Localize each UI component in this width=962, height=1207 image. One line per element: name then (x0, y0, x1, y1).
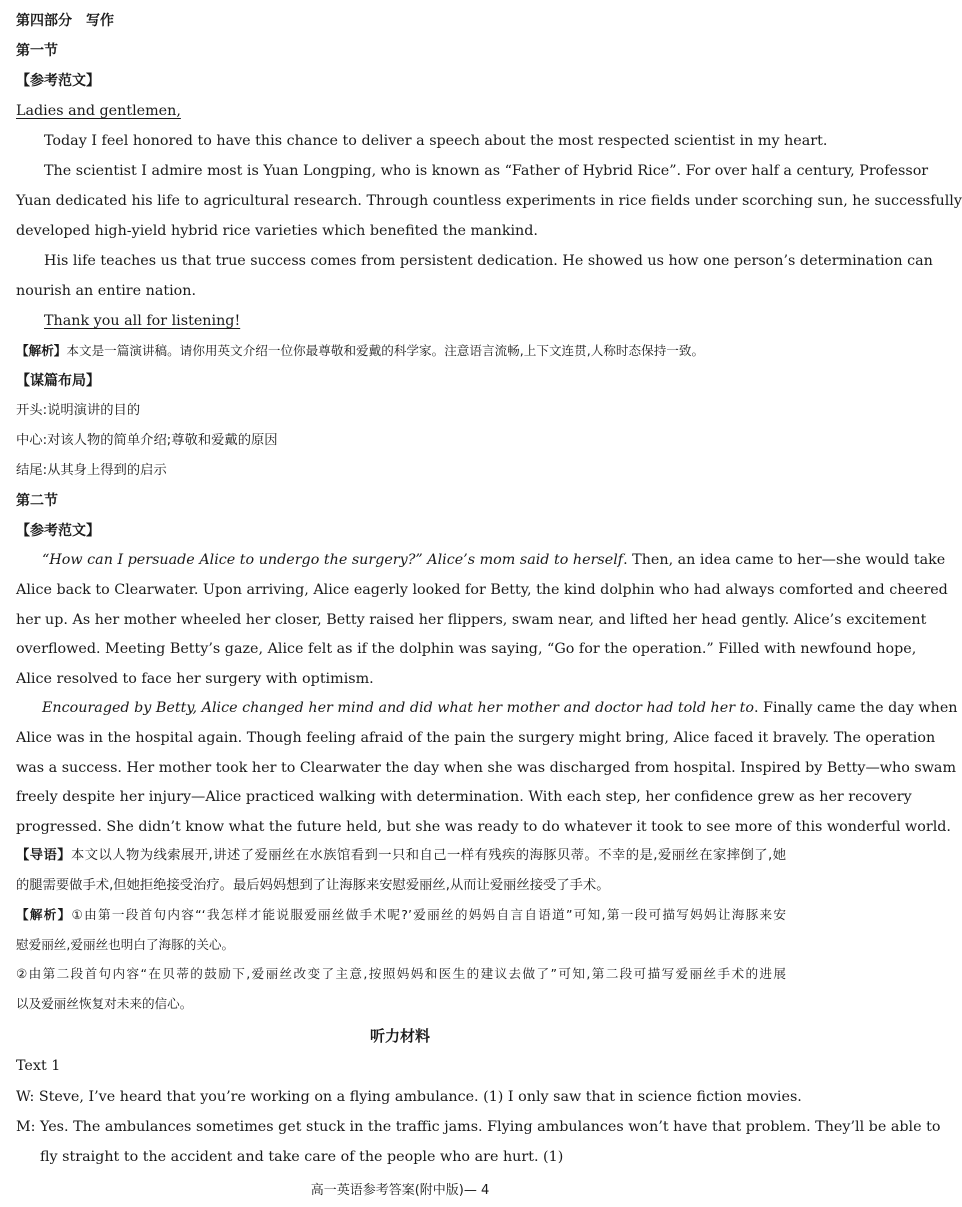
speech-paragraph-2-line: The scientist I admire most is Yuan Longping, who is known as “Father of Hybrid Rice”. For over half a century, Professor (44, 163, 929, 179)
dialogue-line (16, 1117, 941, 1137)
layout-item: 开头:说明演讲的目的 (16, 403, 141, 418)
speech-greeting: Ladies and gentlemen, (16, 103, 181, 119)
story-p1-italic-lead: “How can I persuade Alice to undergo the surgery?” Alice’s mom said to herself (42, 552, 624, 568)
analysis-text: 本文是一篇演讲稿。请你用英文介绍一位你最尊敬和爱戴的科学家。注意语言流畅,上下文连贯,人称时态保持一致。 (66, 343, 705, 358)
guide-line (16, 846, 786, 866)
story-paragraph-1-line: Alice resolved to face her surgery with optimism. (16, 671, 374, 687)
story-paragraph-2-line: freely despite her injury—Alice practiced walking with determination. With each step, her confidence grew as her recovery (16, 789, 912, 805)
guide-line: 的腿需要做手术,但她拒绝接受治疗。最后妈妈想到了让海豚来安慰爱丽丝,从而让爱丽丝接受了手术。 (16, 878, 610, 893)
section-1-heading: 第一节 (16, 43, 58, 59)
story-paragraph-2-line: progressed. She didn’t know what the future held, but she was ready to do whatever it took to see more of this wonderful world. (16, 819, 951, 835)
guide-text: 本文以人物为线索展开,讲述了爱丽丝在水族馆看到一只和自己一样有残疾的海豚贝蒂。不幸的是,爱丽丝在家摔倒了,她 (71, 848, 786, 863)
story-p2-lead-rest: . Finally came the day when (753, 700, 958, 716)
story-paragraph-2-line: Alice was in the hospital again. Though feeling afraid of the pain the surgery might bring, Alice faced it bravely. The operation (16, 730, 936, 746)
story-p2-italic-lead: Encouraged by Betty, Alice changed her mind and did what her mother and doctor had told her to (42, 700, 754, 716)
story-paragraph-1-opening (42, 550, 946, 570)
dialogue-text: Yes. The ambulances sometimes get stuck in the traffic jams. Flying ambulances won’t have that problem. They’ll be able to (40, 1119, 941, 1135)
part-number: 第四部分 (16, 13, 72, 29)
part-heading (16, 11, 786, 31)
dialogue-line (16, 1087, 802, 1107)
story-paragraph-1-line: Alice back to Clearwater. Upon arriving, Alice eagerly looked for Betty, the kind dolphin who had always comforted and cheered (16, 582, 948, 598)
analysis-text: ①由第一段首句内容“‘我怎样才能说服爱丽丝做手术呢?’爱丽丝的妈妈自言自语道”可知,第一段可描写妈妈让海豚来安 (71, 907, 786, 922)
analysis-label: 【解析】 (16, 343, 67, 358)
story-p1-lead-rest: . Then, an idea came to her—she would take (623, 552, 946, 568)
layout-item: 结尾:从其身上得到的启示 (16, 463, 167, 478)
section-2-analysis-line: 慰爱丽丝,爱丽丝也明白了海豚的关心。 (16, 937, 235, 952)
section-2-model-label: 【参考范文】 (16, 523, 100, 539)
listening-title: 听力材料 (369, 1027, 430, 1045)
speech-paragraph-2-line: developed high-yield hybrid rice varieties which benefited the mankind. (16, 223, 538, 239)
section-1-analysis (16, 341, 786, 361)
story-paragraph-2-line: was a success. Her mother took her to Clearwater the day when she was discharged from hospital. Inspired by Betty—who swam (16, 760, 957, 776)
story-paragraph-1-line: overflowed. Meeting Betty’s gaze, Alice felt as if the dolphin was saying, “Go for the operation.” Filled with newfound hope, (16, 641, 917, 657)
section-2-analysis-line (16, 905, 786, 925)
page-footer: 高一英语参考答案(附中版)— 4 (310, 1183, 490, 1198)
speaker-label: M: (16, 1119, 36, 1135)
speech-closing: Thank you all for listening! (44, 313, 241, 329)
layout-label: 【谋篇布局】 (16, 373, 100, 389)
speaker-label: W: (16, 1089, 35, 1105)
section-2-heading: 第二节 (16, 493, 58, 509)
speech-paragraph-3-line: His life teaches us that true success comes from persistent dedication. He showed us how one person’s determination can (44, 253, 933, 269)
text-label: Text 1 (16, 1058, 61, 1074)
story-paragraph-1-line: her up. As her mother wheeled her closer, Betty raised her flippers, swam near, and lifted her head gently. Alice’s excitement (16, 612, 927, 628)
dialogue-continuation: fly straight to the accident and take care of the people who are hurt. (1) (40, 1149, 564, 1165)
speech-paragraph-3-line: nourish an entire nation. (16, 283, 197, 299)
section-2-analysis-line: 以及爱丽丝恢复对未来的信心。 (16, 996, 193, 1011)
dialogue-text: Steve, I’ve heard that you’re working on a flying ambulance. (1) I only saw that in science fiction movies. (38, 1089, 802, 1105)
speech-paragraph-1: Today I feel honored to have this chance to deliver a speech about the most respected scientist in my heart. (44, 133, 828, 149)
analysis-label: 【解析】 (16, 907, 72, 922)
part-title: 写作 (86, 13, 114, 29)
layout-item: 中心:对该人物的简单介绍;尊敬和爱戴的原因 (16, 433, 278, 448)
guide-label: 【导语】 (16, 848, 72, 863)
section-1-model-label: 【参考范文】 (16, 73, 100, 89)
speech-paragraph-2-line: Yuan dedicated his life to agricultural research. Through countless experiments in rice fields under scorching sun, he successfully (16, 193, 962, 209)
section-2-analysis-line: ②由第二段首句内容“在贝蒂的鼓励下,爱丽丝改变了主意,按照妈妈和医生的建议去做了”可知,第二段可描写爱丽丝手术的进展 (16, 966, 786, 981)
story-paragraph-2-opening (42, 698, 958, 718)
